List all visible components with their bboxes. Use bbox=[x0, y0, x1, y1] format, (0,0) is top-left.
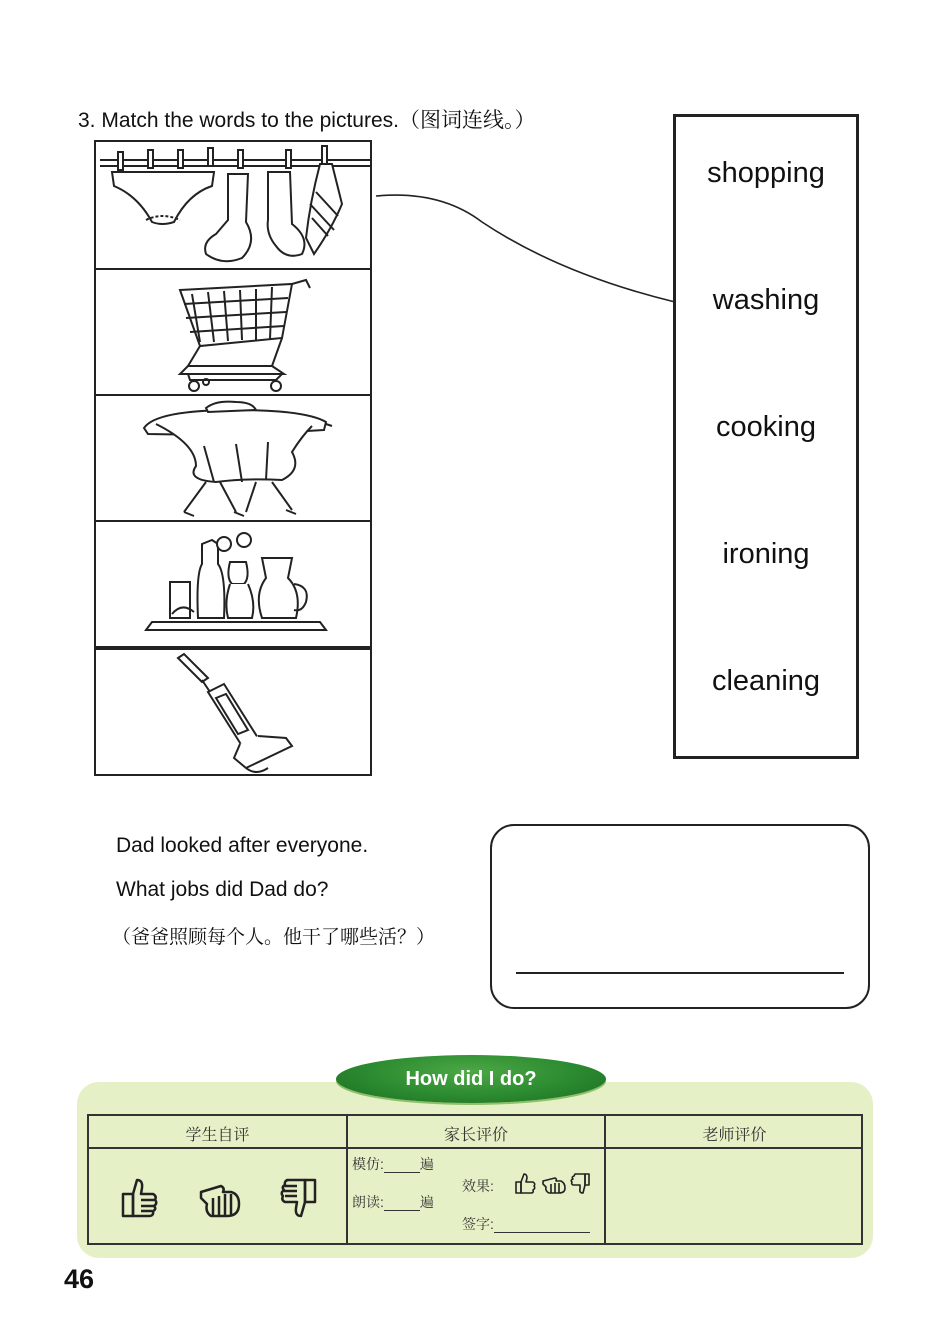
read-blank[interactable] bbox=[384, 1194, 420, 1211]
header-teacher: 老师评价 bbox=[702, 1127, 767, 1144]
sign-row bbox=[462, 1214, 590, 1234]
instruction-text: 3. Match the words to the pictures.（图词连线。） bbox=[78, 109, 536, 132]
imitate-unit: 遍 bbox=[419, 1156, 434, 1172]
read-row bbox=[352, 1192, 434, 1212]
header-student: 学生自评 bbox=[185, 1127, 250, 1144]
read-unit: 遍 bbox=[419, 1194, 434, 1210]
word-shopping[interactable]: shopping bbox=[707, 157, 825, 189]
thumbs-down-icon[interactable] bbox=[277, 1176, 321, 1222]
sign-blank[interactable] bbox=[494, 1216, 590, 1233]
imitate-label: 模仿: bbox=[352, 1156, 384, 1172]
imitate-blank[interactable] bbox=[384, 1156, 420, 1173]
picture-shopping[interactable] bbox=[94, 268, 372, 396]
question-line-3: （爸爸照顾每个人。他干了哪些活？） bbox=[112, 927, 436, 948]
picture-ironing[interactable] bbox=[94, 394, 372, 522]
picture-cooking[interactable] bbox=[94, 520, 372, 648]
imitate-row bbox=[352, 1154, 434, 1174]
shopping-cart-icon bbox=[96, 270, 374, 398]
thumbs-sideways-icon[interactable] bbox=[197, 1176, 243, 1220]
effect-row bbox=[462, 1176, 494, 1196]
page-number: 46 bbox=[64, 1264, 95, 1294]
answer-box[interactable] bbox=[490, 824, 870, 1009]
answer-line[interactable] bbox=[516, 972, 844, 974]
effect-rating-icons[interactable] bbox=[515, 1172, 591, 1196]
ironing-board-icon bbox=[96, 396, 374, 524]
question-line-1: Dad looked after everyone. bbox=[116, 834, 369, 857]
evaluation-table bbox=[87, 1114, 863, 1245]
word-cleaning[interactable]: cleaning bbox=[711, 665, 821, 697]
kitchen-tray-icon bbox=[96, 522, 374, 650]
word-ironing[interactable]: ironing bbox=[722, 538, 810, 570]
picture-washing[interactable] bbox=[94, 140, 372, 270]
evaluation-title: How did I do? bbox=[336, 1055, 606, 1103]
picture-cleaning[interactable] bbox=[94, 648, 372, 776]
effect-label: 效果: bbox=[462, 1178, 494, 1194]
word-box bbox=[673, 114, 859, 759]
picture-column bbox=[94, 140, 374, 778]
sign-label: 签字: bbox=[462, 1216, 494, 1232]
thumbs-up-icon[interactable] bbox=[117, 1176, 161, 1220]
vacuum-cleaner-icon bbox=[96, 650, 374, 778]
word-washing[interactable]: washing bbox=[712, 284, 820, 316]
read-label: 朗读: bbox=[352, 1194, 384, 1210]
clothesline-washing-icon bbox=[96, 142, 374, 272]
header-parent: 家长评价 bbox=[443, 1127, 508, 1144]
word-cooking[interactable]: cooking bbox=[716, 411, 816, 443]
question-line-2: What jobs did Dad do? bbox=[116, 878, 329, 901]
